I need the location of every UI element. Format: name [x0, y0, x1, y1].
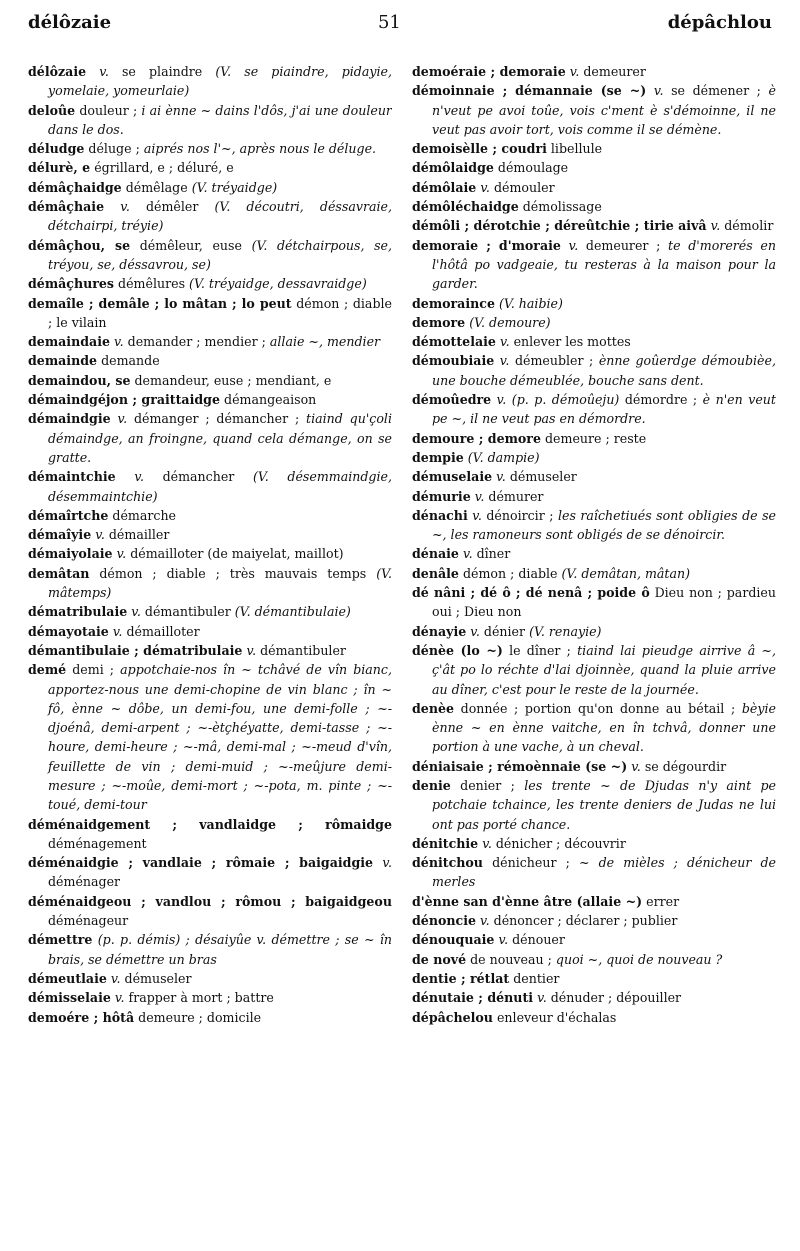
headword: démâçhures — [28, 276, 115, 292]
headword: dempie — [412, 449, 464, 465]
definition: le dîner ; — [509, 642, 571, 658]
headword: denâle — [412, 565, 459, 581]
definition: démancher — [162, 469, 235, 485]
entry-extra: (V. haibie) — [498, 295, 563, 311]
entry-extra: (V. tréyaidge) — [191, 179, 278, 195]
entry-extra: bèyie ènne ~ en ènne vaitche, en în tchvâ, donner une portion à une vache, à un cheval. — [432, 700, 776, 755]
headword: démâçhaidge — [28, 179, 122, 195]
headword: déménaidgeou ; vandlou ; rômou ; baigaidgeou — [28, 893, 392, 909]
dictionary-entry — [28, 622, 392, 641]
dictionary-entry — [412, 892, 776, 911]
part-of-speech: v. — [482, 835, 492, 851]
dictionary-entry — [412, 699, 776, 757]
headword: dé nâni ; dé ô ; dé nenâ ; poide ô — [412, 585, 650, 601]
entry-extra: (V. démantibulaie) — [234, 604, 351, 620]
dictionary-entry — [412, 62, 776, 81]
dictionary-entry — [28, 197, 392, 236]
dictionary-entry — [412, 506, 776, 545]
dictionary-entry — [28, 178, 392, 197]
definition: démangeaison — [224, 392, 317, 408]
part-of-speech: v. — [112, 623, 123, 639]
entry-extra: (V. désemmaindgie, désemmaintchie) — [48, 469, 392, 504]
part-of-speech: v. — [499, 334, 510, 350]
headword: demé — [28, 662, 67, 678]
dictionary-entry — [412, 313, 776, 332]
headword: demaindou, se — [28, 372, 131, 388]
headword: démettre — [28, 932, 93, 948]
headword: démoûedre — [412, 392, 492, 408]
definition: enlever les mottes — [513, 334, 631, 350]
headword: demoéraie ; demoraie — [412, 64, 566, 79]
entry-extra: (V. renayie) — [529, 623, 602, 639]
dictionary-entry — [28, 641, 392, 660]
header-left-guide-word: délôzaie — [28, 12, 112, 33]
headword: dénutaie ; dénuti — [412, 990, 534, 1006]
part-of-speech: v. — [99, 64, 109, 79]
entry-extra: (V. dampie) — [467, 449, 540, 465]
definition: Dieu non ; pardieu oui ; Dieu non — [432, 585, 776, 620]
part-of-speech: v. — [120, 199, 130, 215]
dictionary-entry — [28, 101, 392, 140]
entry-extra: (V. tréyaidge, dessavraidge) — [189, 276, 367, 292]
entry-extra: quoi ~, quoi de nouveau ? — [555, 951, 723, 967]
definition: démon ; diable ; très mauvais temps — [99, 565, 367, 581]
dictionary-entry — [28, 62, 392, 101]
entry-extra: (V. découtri, déssavraie, détchairpi, tréyie) — [48, 199, 392, 234]
dictionary-entry — [28, 139, 392, 158]
right-column — [412, 62, 776, 1243]
headword: deloûe — [28, 102, 76, 118]
definition: dénoircir ; — [486, 507, 554, 523]
header-right-guide-word: dépâchlou — [667, 12, 772, 33]
definition: démailler — [108, 527, 170, 543]
headword: démeutlaie — [28, 970, 107, 986]
definition: dénier — [483, 623, 526, 639]
definition: demander ; mendier ; — [127, 334, 266, 350]
dictionary-entry — [412, 429, 776, 448]
headword: demainde — [28, 353, 98, 369]
dictionary-entry — [412, 236, 776, 294]
definition: démon ; diable ; le vilain — [48, 295, 392, 330]
entry-extra: (V. mâtemps) — [48, 565, 392, 601]
entry-extra: appotchaie-nos în ~ tchâvé de vîn bianc, apportez-nous une demi-chopine de vin blanc ; în ~ fô, ènne ~ dôbe, un demi-fou, une demi-folle ; ~-djoénâ, demi-arpent ; ~-ètçhéyatte, demi-tasse ; ~-houre, demi-heure ; ~-mâ, demi-mal ; ~-meud d'vîn, feuillette de vin ; demi-muid ; ~-meûjure demi-mesure ; ~-moûe, demi-mort ; ~-pota, m. pinte ; ~-toué, demi-tour — [48, 662, 392, 813]
entry-extra: tiaind lai pieudge airrive â ~, ç'ât po lo réchte d'lai djoinnèe, quand la pluie arrive au dîner, c'est pour le reste de la journée. — [432, 642, 776, 697]
entry-extra: ~ de mièles ; dénicheur de merles — [432, 855, 776, 890]
definition: déménager — [48, 874, 121, 890]
headword: dénayie — [412, 623, 467, 639]
headword: dénoncie — [412, 913, 476, 929]
left-column — [28, 62, 392, 1243]
headword: démôlaidge — [412, 160, 494, 176]
dictionary-entry — [28, 969, 392, 988]
entry-extra: (V. demoure) — [469, 314, 551, 330]
part-of-speech: v. — [653, 83, 664, 99]
definition: démailloter — [126, 623, 200, 639]
dictionary-entry — [28, 525, 392, 544]
dictionary-entry — [28, 564, 392, 603]
part-of-speech: v. — [498, 932, 509, 948]
dictionary-entry — [28, 332, 392, 351]
columns — [28, 62, 776, 1243]
dictionary-entry — [28, 351, 392, 370]
part-of-speech: v. — [470, 623, 480, 639]
definition: démuseler — [124, 970, 192, 986]
headword: dénachi — [412, 507, 468, 523]
part-of-speech: v. — [568, 237, 579, 253]
definition: démeubler ; — [514, 353, 594, 369]
entry-extra: tiaind qu'çoli démaindge, an froingne, quand cela démange, on se gratte. — [48, 411, 392, 465]
headword: denèe — [412, 700, 454, 716]
dictionary-entry — [412, 969, 776, 988]
part-of-speech: v. — [472, 507, 482, 523]
definition: démêlures — [118, 276, 186, 292]
part-of-speech: v. — [246, 642, 257, 658]
part-of-speech: v. — [496, 469, 506, 485]
definition: démêleur, euse — [139, 237, 242, 253]
entry-extra: è n'veut pe avoi toûe, vois c'ment è s'démoinne, il ne veut pas avoir tort, vois comme il se démène. — [432, 83, 776, 137]
headword: démurie — [412, 488, 471, 504]
dictionary-entry — [28, 390, 392, 409]
headword: déniaisaie ; rémoènnaie (se ~) — [412, 758, 628, 774]
dictionary-entry — [28, 815, 392, 854]
headword: de nové — [412, 951, 467, 967]
definition: demeurer ; — [585, 237, 661, 253]
part-of-speech: v. — [480, 913, 490, 929]
dictionary-entry — [28, 371, 392, 390]
dictionary-entry — [412, 467, 776, 486]
dictionary-entry — [412, 158, 776, 177]
dictionary-entry — [28, 274, 392, 293]
headword: démaintchie — [28, 469, 116, 485]
dictionary-entry — [412, 81, 776, 139]
headword: démoinnaie ; démannaie (se ~) — [412, 83, 647, 99]
dictionary-entry — [412, 641, 776, 699]
definition: de nouveau ; — [470, 951, 552, 967]
entry-extra: (V. se piaindre, pidayie, yomelaie, yomeurlaie) — [48, 64, 392, 99]
headword: d'ènne san d'ènne âtre (allaie ~) — [412, 893, 643, 909]
part-of-speech: v. — [462, 546, 473, 562]
headword: démaindgie — [28, 411, 111, 427]
headword: déménaidgement ; vandlaidge ; rômaidge — [28, 816, 392, 832]
entry-extra: te d'morerés en l'hôtâ po vadgeaie, tu resteras à la maison pour la garder. — [432, 237, 776, 292]
definition: douleur ; — [79, 102, 138, 118]
part-of-speech: v. — [114, 334, 124, 350]
definition: démoulage — [497, 160, 569, 176]
definition: demeure ; domicile — [138, 1009, 262, 1025]
definition: démouler — [493, 179, 555, 195]
dictionary-entry — [412, 834, 776, 853]
dictionary-entry — [412, 351, 776, 390]
definition: démailloter (de maiyelat, maillot) — [130, 546, 344, 562]
definition: dîner — [476, 546, 511, 562]
definition: démêlage — [125, 179, 188, 195]
definition: errer — [646, 893, 680, 909]
dictionary-entry — [412, 988, 776, 1007]
entry-extra: (V. demâtan, mâtan) — [561, 565, 691, 581]
dictionary-entry — [412, 197, 776, 216]
part-of-speech: v. — [110, 970, 121, 986]
definition: dentier — [513, 970, 560, 986]
headword: demoraince — [412, 295, 495, 311]
headword: dénitchou — [412, 855, 483, 871]
definition: demande — [101, 353, 160, 369]
definition: se démener ; — [671, 83, 761, 99]
headword: démuselaie — [412, 469, 493, 485]
dictionary-entry — [412, 487, 776, 506]
headword: démantibulaie ; dématribulaie — [28, 642, 243, 658]
headword: démaindgéjon ; graittaidge — [28, 392, 220, 408]
dictionary-entry — [28, 236, 392, 275]
part-of-speech: v. — [382, 855, 392, 871]
dictionary-entry — [28, 544, 392, 563]
dictionary-entry — [412, 622, 776, 641]
dictionary-entry — [28, 602, 392, 621]
part-of-speech: (p. p. démis) ; — [97, 932, 190, 948]
entry-extra: i ai ènne ~ dains l'dôs, j'ai une douleur dans le dos. — [48, 102, 392, 137]
part-of-speech: v. — [95, 527, 105, 543]
headword: démaîyie — [28, 527, 92, 543]
part-of-speech: v. — [116, 546, 127, 562]
definition: démolissage — [522, 199, 602, 215]
part-of-speech: v. — [480, 179, 490, 195]
headword: démayotaie — [28, 623, 109, 639]
definition: démon ; diable — [462, 565, 558, 581]
headword: dénèe (lo ~) — [412, 642, 503, 658]
part-of-speech: v. — [134, 469, 144, 485]
headword: dénaie — [412, 546, 459, 562]
headword: démottelaie — [412, 334, 496, 350]
entry-extra: (V. détchairpous, se, tréyou, se, déssavrou, se) — [48, 237, 392, 272]
headword: déménaidgie ; vandlaie ; rômaie ; baigaidgie — [28, 855, 374, 871]
definition: démuseler — [509, 469, 577, 485]
definition: demi ; — [72, 662, 115, 678]
entry-extra: aiprés nos l'~, après nous le déluge. — [143, 141, 377, 157]
dictionary-entry — [412, 294, 776, 313]
definition: libellule — [550, 141, 603, 157]
headword: démaiyolaie — [28, 546, 113, 562]
headword: dématribulaie — [28, 604, 128, 620]
entry-extra: allaie ~, mendier — [269, 334, 381, 350]
dictionary-entry — [412, 544, 776, 563]
headword: démoubiaie — [412, 353, 495, 369]
entry-extra: désaiyûe v. démettre ; se ~ în brais, se démettre un bras — [48, 932, 392, 967]
definition: donnée ; portion qu'on donne au bétail ; — [460, 700, 736, 716]
definition: demeure ; reste — [544, 430, 647, 446]
definition: démurer — [488, 488, 544, 504]
definition: enleveur d'échalas — [496, 1009, 617, 1025]
headword: demoraie ; d'moraie — [412, 237, 561, 253]
definition: dénouer — [512, 932, 565, 948]
dictionary-entry — [412, 930, 776, 949]
dictionary-entry — [28, 467, 392, 506]
dictionary-entry — [412, 448, 776, 467]
definition: se plaindre — [121, 64, 203, 79]
headword: demaindaie — [28, 334, 111, 350]
definition: demandeur, euse ; mendiant, e — [134, 372, 332, 388]
dictionary-entry — [412, 757, 776, 776]
definition: dénuder ; dépouiller — [550, 990, 682, 1006]
headword: dépâchelou — [412, 1009, 493, 1025]
headword: demoure ; demore — [412, 430, 541, 446]
definition: déluge ; — [88, 141, 140, 157]
page-header — [28, 12, 772, 44]
part-of-speech: v. — [569, 64, 580, 79]
definition: égrillard, e ; déluré, e — [94, 160, 234, 176]
headword: dénouquaie — [412, 932, 495, 948]
dictionary-entry — [28, 660, 392, 814]
part-of-speech: v. (p. p. démoûeju) — [496, 392, 620, 408]
dictionary-entry — [412, 583, 776, 622]
dictionary-entry — [412, 390, 776, 429]
headword: délôzaie — [28, 64, 87, 79]
dictionary-entry — [28, 853, 392, 892]
definition: se dégourdir — [644, 758, 727, 774]
definition: démordre ; — [624, 392, 698, 408]
part-of-speech: v. — [117, 411, 128, 427]
headword: demaîle ; demâle ; lo mâtan ; lo peut — [28, 295, 292, 311]
definition: dénicheur ; — [492, 855, 570, 871]
definition: dénoncer ; déclarer ; publier — [493, 913, 678, 929]
part-of-speech: v. — [631, 758, 641, 774]
headword: démâçhou, se — [28, 237, 131, 253]
headword: démâçhaie — [28, 199, 105, 215]
headword: dénitchie — [412, 835, 479, 851]
headword: démisselaie — [28, 990, 111, 1006]
dictionary-entry — [28, 930, 392, 969]
headword: demoisèlle ; coudri — [412, 141, 547, 157]
part-of-speech: v. — [131, 604, 141, 620]
dictionary-entry — [412, 139, 776, 158]
entry-extra: ènne goûerdge démoubièe, une bouche démeublée, bouche sans dent. — [432, 353, 776, 388]
page-number: 51 — [377, 12, 401, 33]
headword: délurè, e — [28, 160, 91, 176]
definition: démantibuler — [144, 604, 231, 620]
definition: denier ; — [460, 777, 515, 793]
dictionary-entry — [412, 776, 776, 834]
dictionary-entry — [28, 409, 392, 467]
dictionary-entry — [412, 911, 776, 930]
dictionary-entry — [412, 564, 776, 583]
entry-extra: les trente ~ de Djudas n'y aint pe potchaie tchaince, les trente deniers de Judas ne lui ont pas porté chance. — [432, 777, 776, 832]
dictionary-entry — [28, 1008, 392, 1027]
headword: démaîrtche — [28, 507, 109, 523]
definition: demeurer — [583, 64, 646, 79]
definition: dénicher ; découvrir — [495, 835, 626, 851]
definition: démanger ; démancher ; — [133, 411, 300, 427]
headword: démôli ; dérotchie ; dérеûtchie ; tirie aivâ — [412, 218, 707, 234]
dictionary-entry — [412, 332, 776, 351]
dictionary-entry — [28, 988, 392, 1007]
dictionary-entry — [28, 158, 392, 177]
definition: déménagement — [48, 835, 147, 851]
part-of-speech: v. — [499, 353, 510, 369]
dictionary-entry — [412, 950, 776, 969]
entry-extra: les raîchetiués sont obligies de se ~, les ramoneurs sont obligés de se dénoircir. — [432, 507, 776, 543]
headword: demoére ; hôtâ — [28, 1009, 135, 1025]
definition: démolir — [724, 218, 774, 234]
part-of-speech: v. — [474, 488, 485, 504]
dictionary-entry — [28, 294, 392, 333]
definition: démêler — [145, 199, 199, 215]
dictionary-entry — [28, 506, 392, 525]
headword: dentie ; rétlat — [412, 970, 510, 986]
part-of-speech: v. — [537, 990, 547, 1006]
dictionary-entry — [412, 216, 776, 235]
headword: demore — [412, 314, 466, 330]
headword: démôléchaidge — [412, 199, 519, 215]
part-of-speech: v. — [710, 218, 721, 234]
dictionary-entry — [412, 1008, 776, 1027]
part-of-speech: v. — [114, 990, 125, 1006]
headword: démôlaie — [412, 179, 477, 195]
headword: denie — [412, 777, 451, 793]
definition: déménageur — [48, 913, 129, 929]
dictionary-entry — [412, 178, 776, 197]
headword: déludge — [28, 141, 85, 157]
definition: frapper à mort ; battre — [128, 990, 274, 1006]
headword: demâtan — [28, 565, 90, 581]
dictionary-entry — [412, 853, 776, 892]
dictionary-entry — [28, 892, 392, 931]
definition: démarche — [112, 507, 177, 523]
entry-extra: è n'en veut pe ~, il ne veut pas en démordre. — [432, 392, 776, 427]
definition: démantibuler — [260, 642, 346, 658]
